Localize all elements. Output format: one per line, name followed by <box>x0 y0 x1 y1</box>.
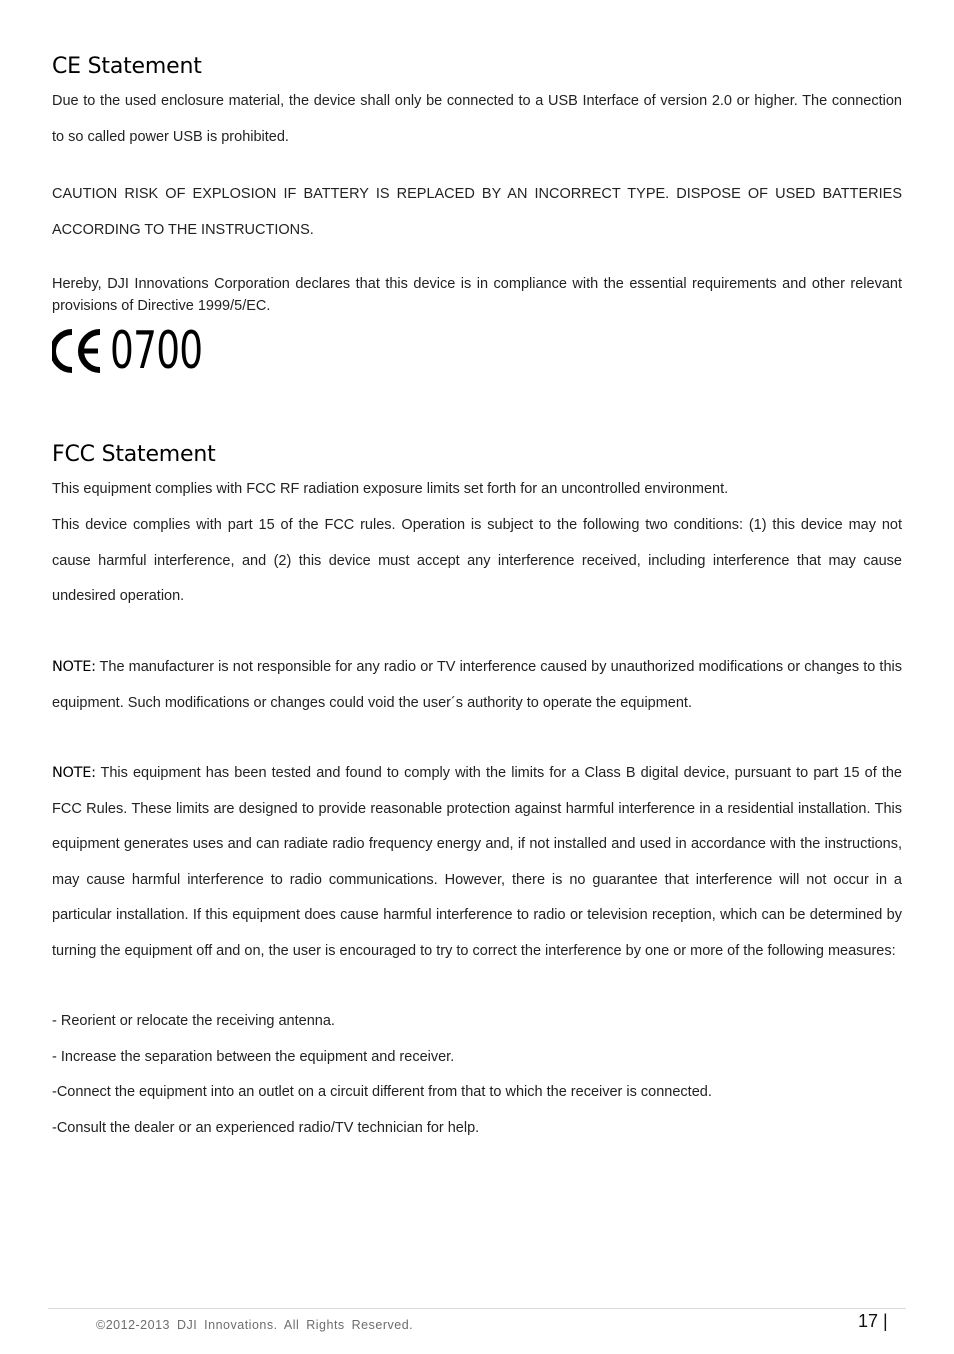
measure-list-item: -Connect the equipment into an outlet on a circuit different from that to which the receiver is connected. <box>52 1084 712 1100</box>
ce-notified-body-number: 0700 <box>110 321 203 381</box>
ce-mark-icon <box>52 328 102 374</box>
note-text: The manufacturer is not responsible for any radio or TV interference caused by unauthorized modifications or changes to this equipment. Such modifications or changes could void the user´s authority to operate the equipment. <box>52 659 902 711</box>
fcc-paragraph-rf-exposure: This equipment complies with FCC RF radiation exposure limits set forth for an uncontrolled environment. <box>52 481 729 497</box>
ce-paragraph-usb: Due to the used enclosure material, the device shall only be connected to a USB Interface of version 2.0 or higher. The connection to so called power USB is prohibited. <box>52 93 902 145</box>
footer-copyright: ©2012-2013 DJI Innovations. All Rights Reserved. <box>96 1318 414 1332</box>
ce-paragraph-caution: CAUTION RISK OF EXPLOSION IF BATTERY IS REPLACED BY AN INCORRECT TYPE. DISPOSE OF USED BATTERIES ACCORDING TO THE INSTRUCTIONS. <box>52 186 902 238</box>
note-text: This equipment has been tested and found to comply with the limits for a Class B digital device, pursuant to part 15 of the FCC Rules. These limits are designed to provide reasonable protection against harmful interference in a residential installation. This equipment generates uses and can radiate radio frequency energy and, if not installed and used in accordance with the instructions, may cause harmful interference to radio communications. However, there is no guarantee that interference will not occur in a particular installation. If this equipment does cause harmful interference to radio or television reception, which can be determined by turning the equipment off and on, the user is encouraged to try to correct the interference by one or more of the following measures: <box>52 765 902 959</box>
page-number: 17 | <box>858 1311 888 1331</box>
note-label: NOTE: <box>52 765 96 781</box>
fcc-note-class-b <box>52 756 902 969</box>
fcc-paragraph-part15: This device complies with part 15 of the FCC rules. Operation is subject to the following two conditions: (1) this device may not cause harmful interference, and (2) this device must accept any interference received, including interference that may cause undesired operation. <box>52 517 902 604</box>
ce-mark-logo <box>52 321 238 381</box>
footer-divider <box>48 1308 906 1309</box>
fcc-note-modifications <box>52 650 902 721</box>
measure-list-item: - Reorient or relocate the receiving antenna. <box>52 1013 335 1029</box>
fcc-heading: FCC Statement <box>52 442 216 467</box>
note-label: NOTE: <box>52 659 96 675</box>
measure-list-item: - Increase the separation between the equipment and receiver. <box>52 1049 455 1065</box>
ce-paragraph-declaration: Hereby, DJI Innovations Corporation declares that this device is in compliance with the essential requirements and other relevant provisions of Directive 1999/5/EC. <box>52 276 902 314</box>
ce-heading: CE Statement <box>52 54 202 79</box>
measure-list-item: -Consult the dealer or an experienced radio/TV technician for help. <box>52 1120 480 1136</box>
